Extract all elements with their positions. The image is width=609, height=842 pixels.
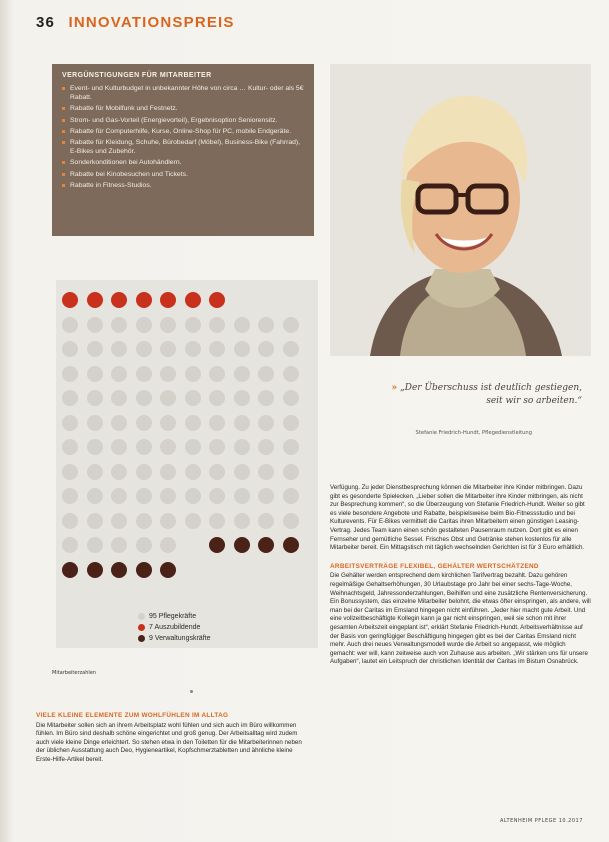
dot-pflege <box>234 488 250 504</box>
dot-pflege <box>185 366 201 382</box>
dot-pflege <box>234 366 250 382</box>
portrait-illustration <box>330 64 591 356</box>
dot-pflege <box>258 341 274 357</box>
dot-azubi <box>209 292 225 308</box>
dot-pflege <box>160 317 176 333</box>
dot-pflege <box>136 464 152 480</box>
dot-pflege <box>87 390 103 406</box>
benefit-item: Rabatte für Computerhilfe, Kurse, Online-Shop für PC, mobile Endgeräte. <box>70 127 304 136</box>
dot-pflege <box>136 317 152 333</box>
dot-pflege <box>283 390 299 406</box>
dot-pflege <box>209 341 225 357</box>
dot-pflege <box>111 464 127 480</box>
dot-pflege <box>209 488 225 504</box>
dot-pflege <box>209 464 225 480</box>
dot-pflege <box>62 341 78 357</box>
dot-pflege <box>234 464 250 480</box>
dot-pflege <box>160 537 176 553</box>
section-title: INNOVATIONSPREIS <box>68 14 235 31</box>
dot-pflege <box>136 439 152 455</box>
dot-pflege <box>62 415 78 431</box>
dot-azubi <box>136 292 152 308</box>
dot-azubi <box>111 292 127 308</box>
dot-pflege <box>111 537 127 553</box>
dot-pflege <box>209 390 225 406</box>
dot-verwaltung <box>258 537 274 553</box>
legend-item-verwaltung <box>138 633 210 644</box>
dot-pflege <box>234 390 250 406</box>
legend-label: 9 Verwaltungskräfte <box>149 635 211 642</box>
right-para-1: Verfügung. Zu jeder Dienstbesprechung können die Mitarbeiter ihre Kinder mitbringen. Dazu gibt es gesonderte Spielecken. „Lieber sollen die Mitarbeiter ihre Kinder mitbringen, als nicht zur Besprechung kommen“, so die Überzeugung von Stefanie Friedrich-Hundt. Weiter so gibt es viele besondere Angebote und Rabatte, beispielsweise beim Bio-Fitnessstudio und bei Kulturevents. Für E-Bikes vermittelt die Caritas ihren Mitarbeitern einen günstigen Leasing-Vertrag. Jedes Team kann einen schön gestalteten Pausenraum nutzen. Dort gibt es einen Fernseher und gemütliche Sessel. Frisches Obst und Getränke stehen kostenlos für alle Mitarbeiter bereit. Ein Mittagstisch mit täglich wechselnden Gerichten ist für 3 Euro erhältlich. <box>330 484 585 552</box>
dot-pflege <box>111 390 127 406</box>
dot-matrix-chart <box>56 280 318 648</box>
dot-verwaltung <box>87 562 103 578</box>
dot-pflege <box>136 366 152 382</box>
dot-pflege <box>136 488 152 504</box>
dot-pflege <box>160 464 176 480</box>
footer: ALTENHEIM PFLEGE 10.2017 <box>500 818 583 824</box>
dot-azubi <box>185 292 201 308</box>
dot-azubi <box>87 292 103 308</box>
dot-pflege <box>185 341 201 357</box>
dot-pflege <box>258 415 274 431</box>
dot-pflege <box>87 464 103 480</box>
dot-azubi <box>160 292 176 308</box>
benefits-box <box>52 64 314 236</box>
dot-pflege <box>136 390 152 406</box>
dot-pflege <box>62 537 78 553</box>
quote-line-1: „Der Überschuss ist deutlich gestiegen, <box>400 383 582 393</box>
dot-pflege <box>283 341 299 357</box>
right-subhead: ARBEITSVERTRÄGE FLEXIBEL, GEHÄLTER WERTSCHÄTZEND <box>330 562 539 570</box>
dot-pflege <box>283 415 299 431</box>
dot-pflege <box>160 366 176 382</box>
dot-pflege <box>160 390 176 406</box>
dot-pflege <box>283 464 299 480</box>
legend-swatch <box>138 624 145 631</box>
dot-pflege <box>136 341 152 357</box>
dot-pflege <box>87 513 103 529</box>
quote-source: Stefanie Friedrich-Hundt, Pflegedienstleitung <box>415 430 532 436</box>
dot-pflege <box>136 537 152 553</box>
dot-pflege <box>209 439 225 455</box>
dot-pflege <box>234 341 250 357</box>
benefits-title: VERGÜNSTIGUNGEN FÜR MITARBEITER <box>62 72 212 79</box>
benefit-item: Strom- und Gas-Vorteil (Energievorteil), Ergebnisoption Seniorensitz. <box>70 116 304 125</box>
dot-pflege <box>87 537 103 553</box>
dot-pflege <box>185 415 201 431</box>
pull-quote <box>350 382 582 408</box>
legend-swatch <box>138 635 145 642</box>
legend-item-pflege <box>138 611 210 622</box>
dot-pflege <box>111 513 127 529</box>
dot-pflege <box>185 390 201 406</box>
portrait-photo <box>330 64 591 356</box>
dot-verwaltung <box>62 562 78 578</box>
dot-pflege <box>258 366 274 382</box>
dot-pflege <box>258 390 274 406</box>
dot-pflege <box>160 341 176 357</box>
dot-pflege <box>111 439 127 455</box>
dot-pflege <box>209 366 225 382</box>
dot-pflege <box>62 513 78 529</box>
benefit-item: Rabatte in Fitness-Studios. <box>70 181 304 190</box>
dot-pflege <box>160 488 176 504</box>
dot-pflege <box>87 317 103 333</box>
dot-pflege <box>185 439 201 455</box>
dot-verwaltung <box>209 537 225 553</box>
dot-pflege <box>62 317 78 333</box>
dot-pflege <box>87 488 103 504</box>
dot-pflege <box>209 415 225 431</box>
legend-swatch <box>138 613 145 620</box>
right-column <box>330 484 592 667</box>
column-separator-dot <box>190 690 193 693</box>
legend-item-azubi <box>138 622 210 633</box>
dot-azubi <box>62 292 78 308</box>
dot-pflege <box>234 439 250 455</box>
left-body: Die Mitarbeiter sollen sich an ihrem Arbeitsplatz wohl fühlen und sich auch im Büro willkommen fühlen. Im Büro sind deshalb schöne eingerichtet und groß genug. Der Arbeitsalltag wird zudem auch viele kleine Dinge erleichtert. So stehen etwa in den Toiletten für die Mitarbeiterinnen neben der üblichen Ausstattung auch Deo, Hygieneartikel, Kopfschmerztabletten und ähnliche kleine Erste-Hilfe-Artikel bereit. <box>36 721 302 763</box>
dot-pflege <box>258 439 274 455</box>
benefit-item: Rabatte bei Kinobesuchen und Tickets. <box>70 170 304 179</box>
dot-pflege <box>283 439 299 455</box>
benefit-item: Rabatte für Mobilfunk und Festnetz. <box>70 104 304 113</box>
dot-pflege <box>283 366 299 382</box>
benefit-item: Rabatte für Kleidung, Schuhe, Bürobedarf (Möbel), Business-Bike (Fahrrad), E-Bikes und Zubehör. <box>70 138 304 156</box>
dot-pflege <box>62 488 78 504</box>
dot-verwaltung <box>111 562 127 578</box>
dot-verwaltung <box>136 562 152 578</box>
dot-pflege <box>111 366 127 382</box>
dot-pflege <box>62 390 78 406</box>
page-number: 36 <box>36 14 56 31</box>
dot-pflege <box>185 464 201 480</box>
dot-pflege <box>283 488 299 504</box>
page-header <box>36 14 235 31</box>
dot-pflege <box>87 415 103 431</box>
benefit-item: Event- und Kulturbudget in unbekannter Höhe von circa … Kultur- oder als 5€ Rabatt. <box>70 85 304 102</box>
dot-pflege <box>160 415 176 431</box>
dot-pflege <box>160 513 176 529</box>
left-column <box>36 712 304 765</box>
dot-pflege <box>209 317 225 333</box>
quote-marker-icon: » <box>391 383 398 393</box>
dot-verwaltung <box>283 537 299 553</box>
dot-verwaltung <box>160 562 176 578</box>
left-subhead: VIELE KLEINE ELEMENTE ZUM WOHLFÜHLEN IM ALLTAG <box>36 712 229 719</box>
dot-pflege <box>234 415 250 431</box>
legend-label: 95 Pflegekräfte <box>149 613 197 620</box>
dot-pflege <box>87 439 103 455</box>
quote-line-2: seit wir so arbeiten.“ <box>486 396 582 406</box>
dot-pflege <box>185 488 201 504</box>
dot-pflege <box>258 464 274 480</box>
dot-pflege <box>185 513 201 529</box>
dot-pflege <box>111 415 127 431</box>
dot-pflege <box>136 415 152 431</box>
dot-pflege <box>160 439 176 455</box>
dot-pflege <box>234 317 250 333</box>
dot-pflege <box>136 513 152 529</box>
dot-pflege <box>258 513 274 529</box>
dot-pflege <box>111 341 127 357</box>
dot-pflege <box>234 513 250 529</box>
dot-pflege <box>111 488 127 504</box>
legend-label: 7 Auszubildende <box>149 624 201 631</box>
benefit-item: Sonderkonditionen bei Autohändlern. <box>70 158 304 167</box>
dot-pflege <box>258 488 274 504</box>
right-para-2: Die Gehälter werden entsprechend dem kirchlichen Tarifvertrag bezahlt. Dazu gehören regelmäßige Gehaltserhöhungen, 30 Urlaubstage pro Jahr bei einer sechs-Tage-Woche, Weihnachtsgeld, Jahressonderzahlungen, Beihilfen und eine zusätzliche Rentenversicherung. Ein Bonussystem, das einzelne Mitarbeiter belohnt, die etwas öfter einspringen, als andere, will man bei der Caritas im Emsland hingegen nicht einführen. „Jeder hier macht gute Arbeit. Und eine vollzeitbeschäftigte Kollegin kann ja gar nicht einspringen, weil sie schon mit ihrer gesamten Arbeitszeit eingeplant ist“, erklärt Stefanie Friedrich-Hundt. Arbeitsverhältnisse auf der Basis von geringfügiger Beschäftigung hingegen gibt es bei der Caritas Emsland nicht mehr. Auch drei neues Verwaltungsmodell wurde die Arbeit so angepasst, wie möglich gemacht: wer will, kann zeitweise auch von Zuhause aus arbeiten. „Wir stärken uns für unsere Aufgaben“, lautet ein Leitspruch der christlichen Identität der Caritas im Bistum Osnabrück. <box>330 572 591 666</box>
dot-pflege <box>87 366 103 382</box>
dot-pflege <box>62 366 78 382</box>
dot-pflege <box>283 513 299 529</box>
benefits-list <box>52 84 314 190</box>
dot-pflege <box>283 317 299 333</box>
dot-verwaltung <box>234 537 250 553</box>
dot-pflege <box>209 513 225 529</box>
dot-pflege <box>111 317 127 333</box>
dot-pflege <box>62 439 78 455</box>
dot-pflege <box>185 317 201 333</box>
dot-pflege <box>258 317 274 333</box>
chart-legend <box>138 611 210 644</box>
dot-pflege <box>62 464 78 480</box>
dot-pflege <box>87 341 103 357</box>
chart-caption: Mitarbeiterzahlen <box>52 670 97 676</box>
